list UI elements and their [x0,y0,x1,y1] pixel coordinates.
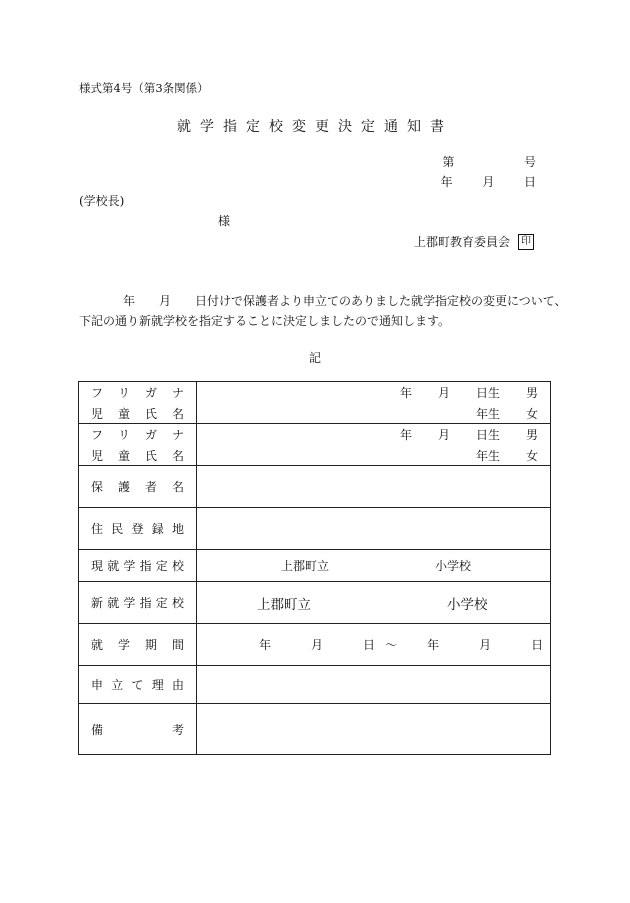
addressee: (学校長) [79,194,125,208]
issuer [414,233,534,250]
period-label-char: 期 [144,638,157,652]
furigana-char: ガ [144,427,157,442]
current-school-town: 上郡町立 [281,559,330,573]
reason-label-cell [79,666,197,704]
reason-label-char: て [131,678,144,692]
remarks-label-1: 備 [91,722,104,737]
seal-mark: 印 [518,234,534,250]
current-school-label-char: 学 [123,559,136,573]
body-line-2: 下記の通り新就学校を指定することに決定しましたので通知します。 [79,314,451,328]
child-name-char: 名 [171,448,184,463]
furigana-char: フ [91,427,104,442]
new-school-label-char: 指 [139,596,152,610]
document-number-line [442,153,536,170]
address-label-char: 地 [171,522,184,536]
address-label-char: 民 [111,522,124,536]
current-school-label-char: 指 [139,559,152,573]
reason-label-char: 立 [111,678,124,692]
child-name-label-cell [79,382,197,424]
guardian-label-cell [79,466,197,508]
document-date-line [441,173,536,190]
guardian-value-cell[interactable] [197,466,551,508]
address-label-cell [79,508,197,550]
table-row [79,508,551,550]
new-school-label-char: 新 [91,596,104,610]
child-name-label [79,447,196,464]
new-school-label-cell [79,582,197,624]
child-name-char: 名 [171,406,184,421]
date-year: 年 [440,175,453,189]
furigana-char: ナ [171,385,184,400]
table-row [79,382,551,424]
table-row [79,582,551,624]
addressee-honorific: 様 [218,214,231,228]
reason-label-char: 申 [91,678,104,692]
current-school-label-char: 校 [171,559,184,573]
reason-label-char: 由 [171,678,184,692]
birth-date-line: 年 月 日生 男 [399,385,538,400]
child-name-value-cell[interactable] [197,424,551,466]
remarks-label-cell [79,704,197,755]
new-school-label-char: 定 [155,596,168,610]
table-row [79,550,551,582]
new-school-label-char: 校 [171,596,184,610]
remarks-label-2: 考 [171,722,184,737]
current-school-label-char: 就 [107,559,120,573]
address-value-cell[interactable] [197,508,551,550]
grade-line: 年生 女 [475,448,538,463]
table-row [79,704,551,755]
form-number: 様式第4号（第3条関係） [79,81,209,95]
address-label-char: 登 [131,522,144,536]
current-school-label-char: 定 [155,559,168,573]
furigana-char: リ [117,427,130,442]
new-school-suffix: 小学校 [447,596,488,613]
furigana-char: ナ [171,427,184,442]
child-name-char: 氏 [144,448,157,463]
guardian-label-char: 護 [117,480,130,494]
date-month: 月 [482,175,495,189]
remarks-value-cell[interactable] [197,704,551,755]
child-name-label [79,405,196,422]
new-school-label-char: 学 [123,596,136,610]
table-row [79,624,551,666]
details-table [78,381,551,755]
body-line-1: 年 月 日付けで保護者より申立てのありました就学指定校の変更について、 [123,294,567,308]
new-school-label-char: 就 [107,596,120,610]
document-title: 就学指定校変更決定通知書 [177,119,453,135]
table-row [79,666,551,704]
guardian-label-char: 者 [144,480,157,494]
current-school-label-char: 現 [91,559,104,573]
period-label-char: 学 [117,638,130,652]
child-name-char: 児 [91,448,104,463]
number-prefix: 第 [442,155,455,169]
new-school-value-cell[interactable] [197,582,551,624]
table-row [79,466,551,508]
ki-heading: 記 [308,351,321,365]
child-name-char: 童 [117,406,130,421]
period-label-char: 就 [91,638,104,652]
period-label-cell [79,624,197,666]
grade-line: 年生 女 [475,406,538,421]
child-name-label-cell [79,424,197,466]
child-name-char: 氏 [144,406,157,421]
child-name-char: 童 [117,448,130,463]
guardian-label-char: 名 [171,480,184,494]
number-suffix: 号 [523,155,536,169]
child-name-value-cell[interactable] [197,382,551,424]
furigana-char: ガ [144,385,157,400]
furigana-char: フ [91,385,104,400]
furigana-label [79,426,196,443]
current-school-value-cell[interactable] [197,550,551,582]
table-row [79,424,551,466]
birth-date-line: 年 月 日生 男 [399,427,538,442]
child-name-char: 児 [91,406,104,421]
furigana-char: リ [117,385,130,400]
address-label-char: 住 [91,522,104,536]
date-day: 日 [523,175,536,189]
current-school-label-cell [79,550,197,582]
period-label-char: 間 [171,638,184,652]
period-value-cell[interactable]: 年 月 日 ～ 年 月 日 [197,624,551,666]
issuer-name: 上郡町教育委員会 [413,235,510,249]
reason-label-char: 理 [151,678,164,692]
address-label-char: 録 [151,522,164,536]
new-school-town: 上郡町立 [257,596,311,613]
guardian-label-char: 保 [91,480,104,494]
furigana-label [79,384,196,401]
reason-value-cell[interactable] [197,666,551,704]
current-school-suffix: 小学校 [435,559,472,573]
